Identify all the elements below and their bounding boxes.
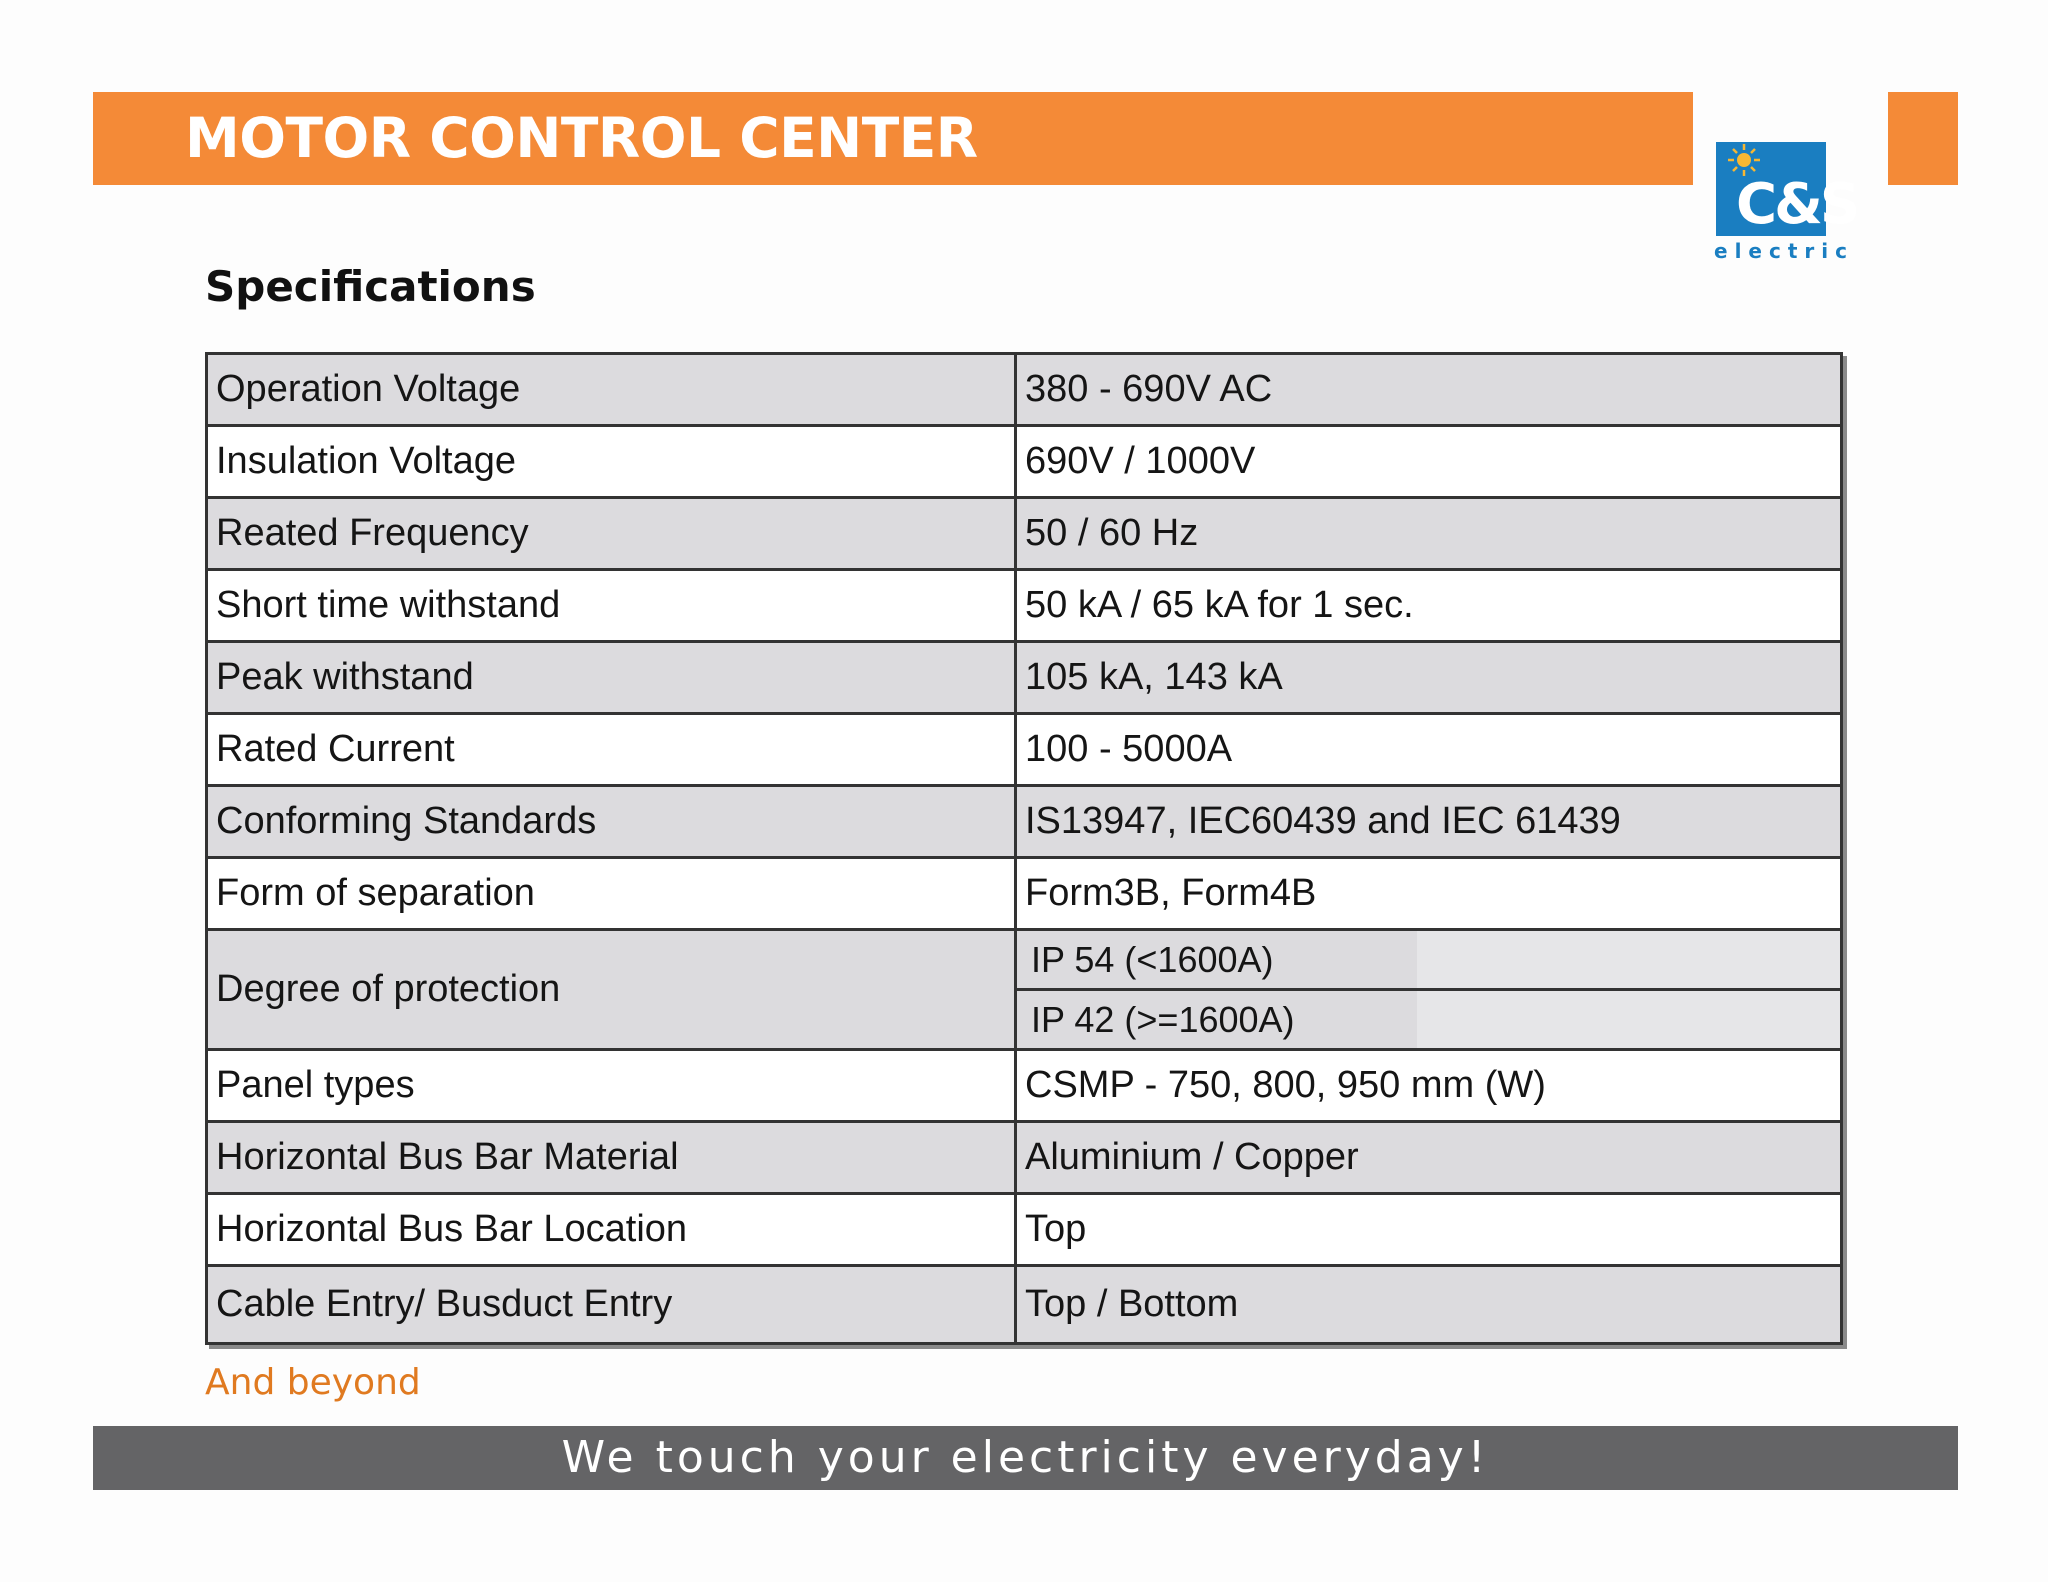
table-row — [207, 1122, 1842, 1194]
spec-label: Degree of protection — [207, 930, 1016, 1050]
logo-subtitle: electric — [1714, 239, 1854, 263]
section-title: Specifications — [205, 262, 536, 311]
table-row — [207, 858, 1842, 930]
table-row-degree-of-protection — [207, 930, 1842, 1050]
spec-value-stack — [1016, 930, 1842, 1050]
table-row — [207, 1194, 1842, 1266]
page-title: MOTOR CONTROL CENTER — [185, 106, 978, 170]
spec-value: 50 / 60 Hz — [1016, 498, 1842, 570]
spec-value: CSMP - 750, 800, 950 mm (W) — [1016, 1050, 1842, 1122]
footer-bar — [93, 1426, 1958, 1490]
spec-value: Aluminium / Copper — [1016, 1122, 1842, 1194]
company-logo — [1712, 140, 1868, 264]
spec-value: Top / Bottom — [1016, 1266, 1842, 1344]
spec-label: Form of separation — [207, 858, 1016, 930]
spec-label: Panel types — [207, 1050, 1016, 1122]
spec-label: Rated Current — [207, 714, 1016, 786]
table-row — [207, 786, 1842, 858]
spec-value: 105 kA, 143 kA — [1016, 642, 1842, 714]
table-row — [207, 642, 1842, 714]
spec-value: 690V / 1000V — [1016, 426, 1842, 498]
table-row — [207, 354, 1842, 426]
table-row — [207, 1266, 1842, 1344]
table-row — [207, 1050, 1842, 1122]
header-accent — [1888, 92, 1958, 185]
spec-label: Peak withstand — [207, 642, 1016, 714]
table-row — [207, 498, 1842, 570]
spec-label: Cable Entry/ Busduct Entry — [207, 1266, 1016, 1344]
specifications-table — [205, 352, 1843, 1345]
spec-subvalue: IP 54 (<1600A) — [1017, 931, 1840, 988]
spec-subvalue: IP 42 (>=1600A) — [1017, 988, 1840, 1048]
spec-value: IS13947, IEC60439 and IEC 61439 — [1016, 786, 1842, 858]
spec-label: Horizontal Bus Bar Material — [207, 1122, 1016, 1194]
spec-label: Operation Voltage — [207, 354, 1016, 426]
table-row — [207, 714, 1842, 786]
spec-value: 100 - 5000A — [1016, 714, 1842, 786]
spec-label: Horizontal Bus Bar Location — [207, 1194, 1016, 1266]
table-row — [207, 570, 1842, 642]
spec-value: Form3B, Form4B — [1016, 858, 1842, 930]
spec-label: Insulation Voltage — [207, 426, 1016, 498]
table-row — [207, 426, 1842, 498]
spec-label: Reated Frequency — [207, 498, 1016, 570]
logo-box — [1716, 142, 1858, 237]
header-bar — [93, 92, 1693, 185]
spec-value: 380 - 690V AC — [1016, 354, 1842, 426]
footer-tagline: We touch your electricity everyday! — [561, 1432, 1490, 1483]
footnote: And beyond — [205, 1362, 421, 1403]
logo-brand: C&S — [1736, 172, 1858, 237]
spec-value: Top — [1016, 1194, 1842, 1266]
spec-label: Short time withstand — [207, 570, 1016, 642]
spec-label: Conforming Standards — [207, 786, 1016, 858]
spec-value: 50 kA / 65 kA for 1 sec. — [1016, 570, 1842, 642]
